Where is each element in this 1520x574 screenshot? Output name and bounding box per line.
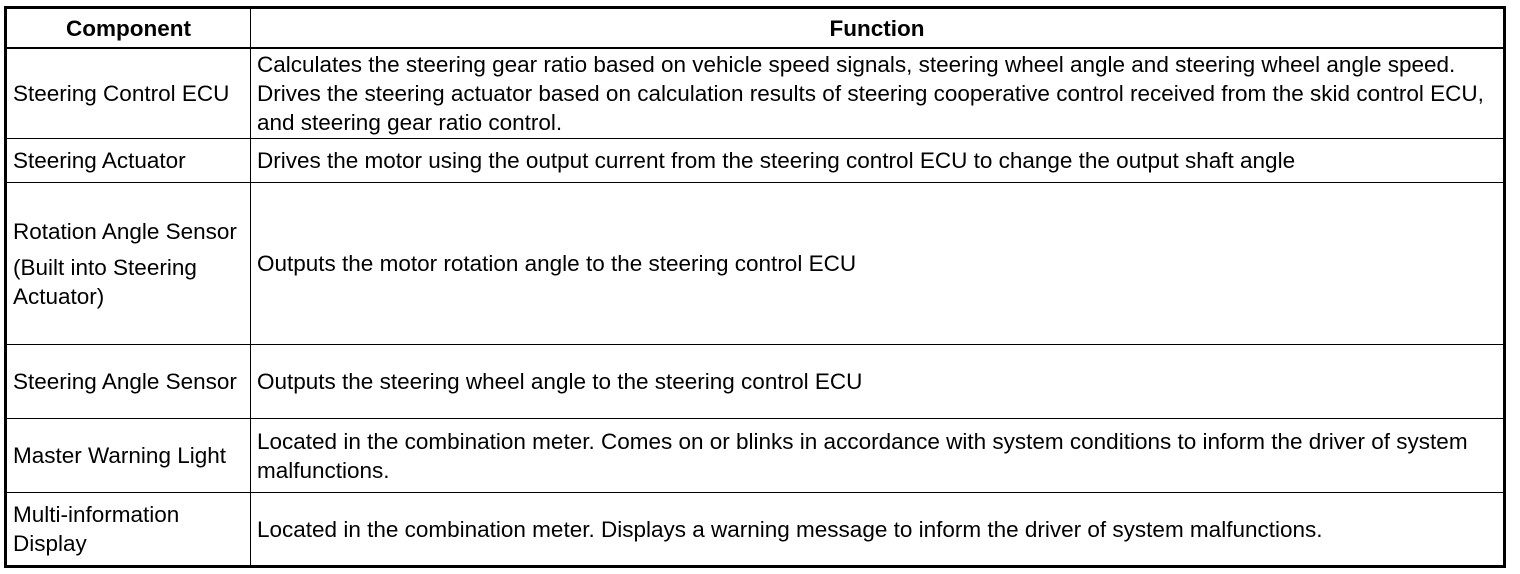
- table-row: [6, 345, 1505, 419]
- component-cell: Multi-information Display: [6, 493, 251, 567]
- header-function: Function: [251, 8, 1505, 49]
- function-cell: Located in the combination meter. Comes on or blinks in accordance with system conditions to inform the driver of system malfunctions.: [251, 419, 1505, 493]
- table-row: [6, 48, 1505, 139]
- table-header-row: [6, 8, 1505, 49]
- function-cell: Calculates the steering gear ratio based on vehicle speed signals, steering wheel angle and steering wheel angle speed. Drives the steering actuator based on calculation results of steering cooperative control received from the skid control ECU, and steering gear ratio control.: [251, 48, 1505, 139]
- component-cell: Steering Actuator: [6, 139, 251, 183]
- component-function-table: [4, 6, 1506, 568]
- component-cell: [6, 183, 251, 345]
- component-cell: Steering Angle Sensor: [6, 345, 251, 419]
- table-row: [6, 139, 1505, 183]
- function-cell: Drives the motor using the output current from the steering control ECU to change the output shaft angle: [251, 139, 1505, 183]
- table-row: [6, 419, 1505, 493]
- component-name: Rotation Angle Sensor: [13, 218, 237, 244]
- function-cell: Located in the combination meter. Displays a warning message to inform the driver of system malfunctions.: [251, 493, 1505, 567]
- function-cell: Outputs the motor rotation angle to the steering control ECU: [251, 183, 1505, 345]
- header-component: Component: [6, 8, 251, 49]
- component-cell: Steering Control ECU: [6, 48, 251, 139]
- component-cell: Master Warning Light: [6, 419, 251, 493]
- table-row: [6, 183, 1505, 345]
- table-row: [6, 493, 1505, 567]
- component-note: (Built into Steering Actuator): [13, 254, 197, 309]
- function-cell: Outputs the steering wheel angle to the steering control ECU: [251, 345, 1505, 419]
